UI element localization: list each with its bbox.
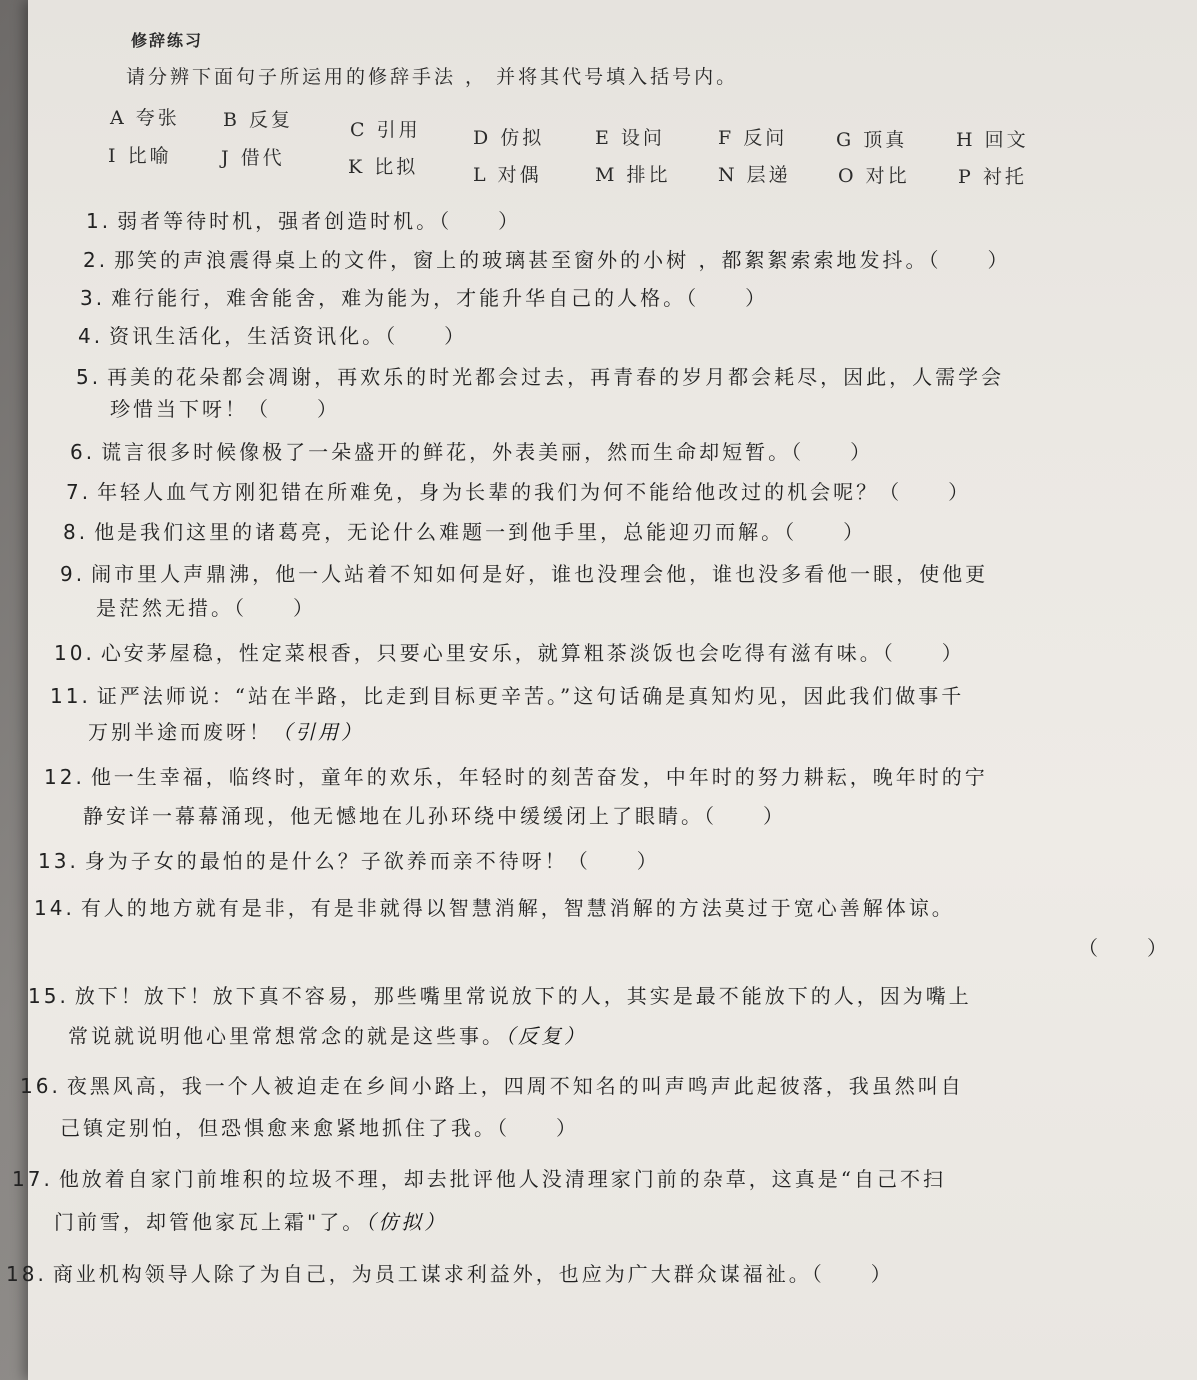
question-9-line-2: 是茫然无措。（ ） <box>96 596 316 620</box>
worksheet-instruction: 请分辨下面句子所运用的修辞手法 ， 并将其代号填入括号内。 <box>126 66 739 88</box>
question-16: 16. 夜黑风高，我一个人被迫走在乡间小路上，四周不知名的叫声鸣声此起彼落，我虽然叫自 <box>20 1074 964 1098</box>
question-11-line-2: 万别半途而废呀！（引用） <box>88 720 364 744</box>
option-item: L 对偶 <box>473 164 542 186</box>
question-14: 14. 有人的地方就有是非，有是非就得以智慧消解，智慧消解的方法莫过于宽心善解体谅。 <box>34 896 955 920</box>
option-item: C 引用 <box>350 119 421 141</box>
handwritten-answer: （反复） <box>505 1024 587 1048</box>
option-item: G 顶真 <box>836 129 908 151</box>
option-item: K 比拟 <box>348 156 419 178</box>
option-item: O 对比 <box>838 165 910 187</box>
worksheet-title: 修辞练习 <box>131 31 204 50</box>
question-13: 13. 身为子女的最怕的是什么？子欲养而亲不待呀！（ ） <box>38 849 660 873</box>
question-17: 17. 他放着自家门前堆积的垃圾不理，却去批评他人没清理家门前的杂草，这真是“自己不扫 <box>12 1167 947 1191</box>
question-11: 11. 证严法师说：“站在半路，比走到目标更辛苦。”这句话确是真知灼见，因此我们做事千 <box>50 684 965 708</box>
question-15: 15. 放下！放下！放下真不容易，那些嘴里常说放下的人，其实是最不能放下的人，因为嘴上 <box>28 984 972 1008</box>
question-14-line-2: （ ） <box>1078 936 1170 960</box>
question-8: 8. 他是我们这里的诸葛亮，无论什么难题一到他手里，总能迎刃而解。（ ） <box>63 520 867 544</box>
question-7: 7. 年轻人血气方刚犯错在所难免，身为长辈的我们为何不能给他改过的机会呢？（ ） <box>66 480 972 504</box>
question-5: 5. 再美的花朵都会凋谢，再欢乐的时光都会过去，再青春的岁月都会耗尽，因此，人需学会 <box>76 365 1005 389</box>
option-item: B 反复 <box>223 109 294 131</box>
option-item: I 比喻 <box>108 145 172 167</box>
question-12-line-2: 静安详一幕幕涌现，他无憾地在儿孙环绕中缓缓闭上了眼睛。（ ） <box>83 804 786 828</box>
question-18: 18. 商业机构领导人除了为自己，为员工谋求利益外，也应为广大群众谋福祉。（ ） <box>6 1262 894 1286</box>
question-2: 2. 那笑的声浪震得桌上的文件，窗上的玻璃甚至窗外的小树 ，都絮絮索索地发抖。（ ） <box>83 248 1011 272</box>
question-3: 3. 难行能行，难舍能舍，难为能为，才能升华自己的人格。（ ） <box>80 286 769 310</box>
option-item: D 仿拟 <box>473 127 545 149</box>
option-item: M 排比 <box>595 164 671 186</box>
handwritten-answer: （引用） <box>272 720 364 744</box>
option-item: P 衬托 <box>958 166 1027 188</box>
question-6: 6. 谎言很多时候像极了一朵盛开的鲜花，外表美丽，然而生命却短暂。（ ） <box>70 440 874 464</box>
question-4: 4. 资讯生活化，生活资讯化。（ ） <box>78 324 468 348</box>
option-item: H 回文 <box>956 129 1029 151</box>
option-item: J 借代 <box>221 147 285 169</box>
handwritten-answer: （仿拟） <box>365 1210 448 1234</box>
question-17-line-2: 门前雪，却管他家瓦上霜"了。（仿拟） <box>54 1210 448 1234</box>
question-1: 1. 弱者等待时机，强者创造时机。（ ） <box>86 209 522 233</box>
question-9: 9. 闹市里人声鼎沸，他一人站着不知如何是好，谁也没理会他，谁也没多看他一眼，使他更 <box>60 562 989 586</box>
option-item: N 层递 <box>718 164 791 186</box>
question-15-line-2: 常说就说明他心里常想常念的就是这些事。（反复） <box>68 1024 587 1048</box>
option-item: F 反问 <box>718 127 788 149</box>
question-5-line-2: 珍惜当下呀！（ ） <box>110 397 340 421</box>
worksheet-paper <box>6 0 1197 1380</box>
question-12: 12. 他一生幸福，临终时，童年的欢乐，年轻时的刻苦奋发，中年时的努力耕耘，晚年时的宁 <box>44 765 988 789</box>
option-item: A 夸张 <box>110 107 180 129</box>
option-item: E 设问 <box>595 127 665 149</box>
question-16-line-2: 己镇定别怕，但恐惧愈来愈紧地抓住了我。（ ） <box>60 1116 579 1140</box>
question-10: 10. 心安茅屋稳，性定菜根香，只要心里安乐，就算粗茶淡饭也会吃得有滋有味。（ ） <box>54 641 965 665</box>
